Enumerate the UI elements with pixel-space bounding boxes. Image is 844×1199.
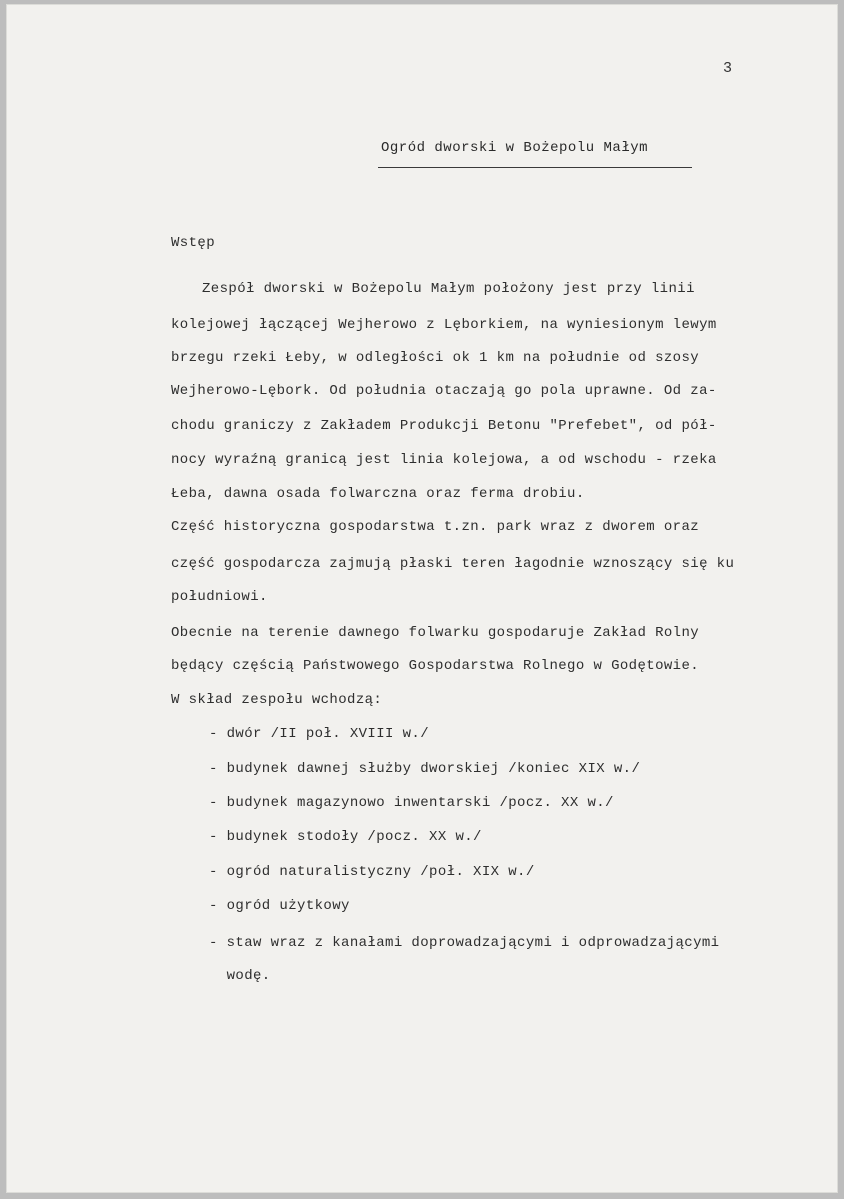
- section-heading: Wstęp: [171, 235, 216, 251]
- list-item: - budynek dawnej służby dworskiej /koniec XIX w./: [209, 761, 641, 777]
- paragraph-line: Wejherowo-Lębork. Od południa otaczają go pola uprawne. Od za-: [171, 383, 717, 399]
- paragraph-line: nocy wyraźną granicą jest linia kolejowa, a od wschodu - rzeka: [171, 452, 717, 468]
- paragraph-line: brzegu rzeki Łeby, w odległości ok 1 km na południe od szosy: [171, 350, 700, 366]
- document-title: Ogród dworski w Bożepolu Małym: [381, 140, 649, 156]
- list-item: - ogród użytkowy: [209, 898, 350, 914]
- title-underline: [378, 167, 692, 168]
- list-item: - ogród naturalistyczny /poł. XIX w./: [209, 864, 535, 880]
- paragraph-line: część gospodarcza zajmują płaski teren łagodnie wznoszący się ku: [171, 556, 735, 572]
- paragraph-line: Zespół dworski w Bożepolu Małym położony jest przy linii: [202, 281, 695, 297]
- list-item: wodę.: [209, 968, 271, 984]
- paragraph-line: Obecnie na terenie dawnego folwarku gospodaruje Zakład Rolny: [171, 625, 700, 641]
- document-page: [6, 4, 838, 1193]
- list-item: - dwór /II poł. XVIII w./: [209, 726, 430, 742]
- page-number: 3: [723, 60, 733, 77]
- paragraph-line: W skład zespołu wchodzą:: [171, 692, 383, 708]
- paragraph-line: kolejowej łączącej Wejherowo z Lęborkiem, na wyniesionym lewym: [171, 317, 717, 333]
- paragraph-line: Część historyczna gospodarstwa t.zn. park wraz z dworem oraz: [171, 519, 700, 535]
- paragraph-line: chodu graniczy z Zakładem Produkcji Betonu "Prefebet", od pół-: [171, 418, 717, 434]
- paragraph-line: południowi.: [171, 589, 268, 605]
- list-item: - staw wraz z kanałami doprowadzającymi i odprowadzającymi: [209, 935, 720, 951]
- list-item: - budynek stodoły /pocz. XX w./: [209, 829, 482, 845]
- list-item: - budynek magazynowo inwentarski /pocz. XX w./: [209, 795, 614, 811]
- paragraph-line: Łeba, dawna osada folwarczna oraz ferma drobiu.: [171, 486, 585, 502]
- paragraph-line: będący częścią Państwowego Gospodarstwa Rolnego w Godętowie.: [171, 658, 700, 674]
